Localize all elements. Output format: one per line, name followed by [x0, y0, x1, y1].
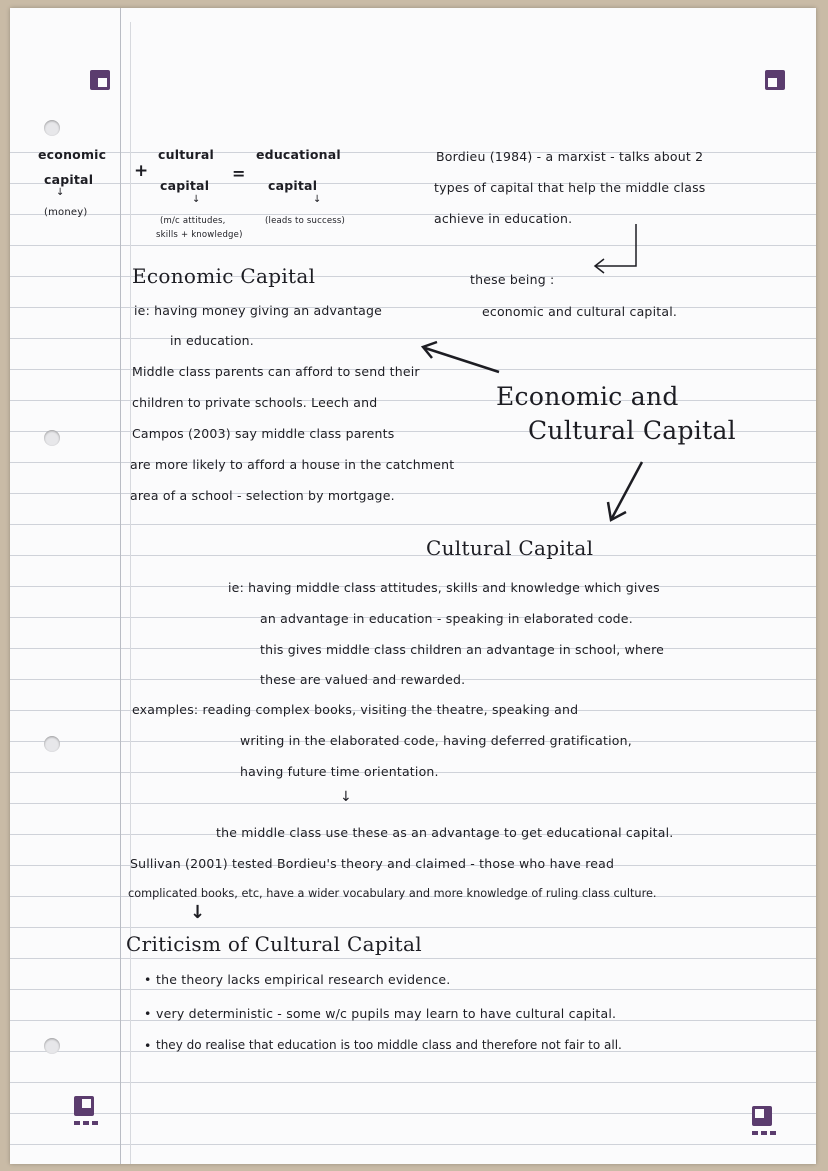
intro-types: economic and cultural capital. — [482, 304, 678, 319]
arrow-to-cultural-icon — [600, 458, 650, 528]
brand-logo-icon — [90, 70, 110, 90]
punch-hole — [44, 120, 60, 136]
eq-down-arrow: ↓ — [192, 194, 201, 205]
main-title-line2: Cultural Capital — [528, 416, 736, 445]
arrow-to-economic-icon — [415, 338, 505, 378]
cultural-sullivan-line: the middle class use these as an advantage to get educational capital. — [216, 825, 674, 840]
brand-bars-icon — [752, 1131, 776, 1135]
main-title-line1: Economic and — [496, 382, 679, 411]
eq-economic-line1: economic — [38, 147, 107, 162]
criticism-bullet: the theory lacks empirical research evidence. — [156, 972, 451, 987]
economic-body-line: Middle class parents can afford to send their — [132, 364, 420, 379]
eq-down-arrow: ↓ — [56, 187, 65, 198]
cultural-examples-line: writing in the elaborated code, having deferred gratification, — [240, 733, 632, 748]
cultural-sullivan-line: complicated books, etc, have a wider vocabulary and more knowledge of ruling class culture. — [128, 887, 657, 900]
cultural-sullivan-line: Sullivan (2001) tested Bordieu's theory and claimed - those who have read — [130, 856, 615, 871]
economic-ie: in education. — [170, 333, 254, 348]
brand-logo-icon — [765, 70, 785, 90]
criticism-bullet-marker: • — [144, 1038, 152, 1053]
elbow-arrow-icon — [570, 220, 650, 280]
eq-down-arrow: ↓ — [313, 194, 322, 205]
economic-ie: ie: having money giving an advantage — [134, 303, 383, 318]
eq-equals: = — [232, 164, 246, 183]
notebook-page — [10, 8, 816, 1164]
punch-hole — [44, 430, 60, 446]
cultural-ie-line: this gives middle class children an advantage in school, where — [260, 642, 665, 657]
cultural-ie-line: ie: having middle class attitudes, skills and knowledge which gives — [228, 580, 660, 595]
criticism-bullet: very deterministic - some w/c pupils may learn to have cultural capital. — [156, 1006, 617, 1021]
cultural-ie-line: an advantage in education - speaking in elaborated code. — [260, 611, 633, 626]
cultural-ie-line: these are valued and rewarded. — [260, 672, 466, 687]
cultural-heading: Cultural Capital — [426, 536, 594, 560]
eq-cultural-line2: capital — [160, 178, 210, 193]
eq-educational-line2: capital — [268, 178, 318, 193]
intro-line: types of capital that help the middle class — [434, 180, 706, 195]
eq-plus: + — [134, 161, 149, 181]
eq-economic-line2: capital — [44, 172, 94, 187]
margin-line-inner — [130, 22, 131, 1164]
margin-line — [120, 8, 121, 1164]
criticism-bullet: they do realise that education is too middle class and therefore not fair to all. — [156, 1038, 622, 1052]
economic-body-line: Campos (2003) say middle class parents — [132, 426, 395, 441]
economic-body-line: area of a school - selection by mortgage. — [130, 488, 395, 503]
punch-hole — [44, 736, 60, 752]
punch-hole — [44, 1038, 60, 1054]
intro-these-being: these being : — [470, 272, 555, 287]
intro-line: Bordieu (1984) - a marxist - talks about 2 — [436, 149, 704, 164]
economic-body-line: children to private schools. Leech and — [132, 395, 378, 410]
brand-bars-icon — [74, 1121, 98, 1125]
intro-line: achieve in education. — [434, 211, 573, 226]
cultural-examples-line: having future time orientation. — [240, 764, 439, 779]
cultural-examples-line: examples: reading complex books, visiting the theatre, speaking and — [132, 702, 579, 717]
eq-cultural-note-line2: skills + knowledge) — [156, 230, 243, 240]
brand-logo-icon — [74, 1096, 94, 1116]
criticism-heading: Criticism of Cultural Capital — [126, 932, 422, 956]
cultural-down-arrow: ↓ — [340, 789, 352, 805]
eq-educational-note: (leads to success) — [265, 216, 346, 226]
brand-logo-icon — [752, 1106, 772, 1126]
bold-down-arrow: ↓ — [190, 902, 206, 923]
eq-cultural-line1: cultural — [158, 147, 214, 162]
eq-educational-line1: educational — [256, 147, 341, 162]
eq-cultural-note-line1: (m/c attitudes, — [160, 216, 226, 226]
eq-money-note: (money) — [44, 207, 88, 218]
economic-body-line: are more likely to afford a house in the catchment — [130, 457, 455, 472]
economic-heading: Economic Capital — [132, 264, 316, 288]
criticism-bullet-marker: • — [144, 972, 152, 987]
criticism-bullet-marker: • — [144, 1006, 152, 1021]
